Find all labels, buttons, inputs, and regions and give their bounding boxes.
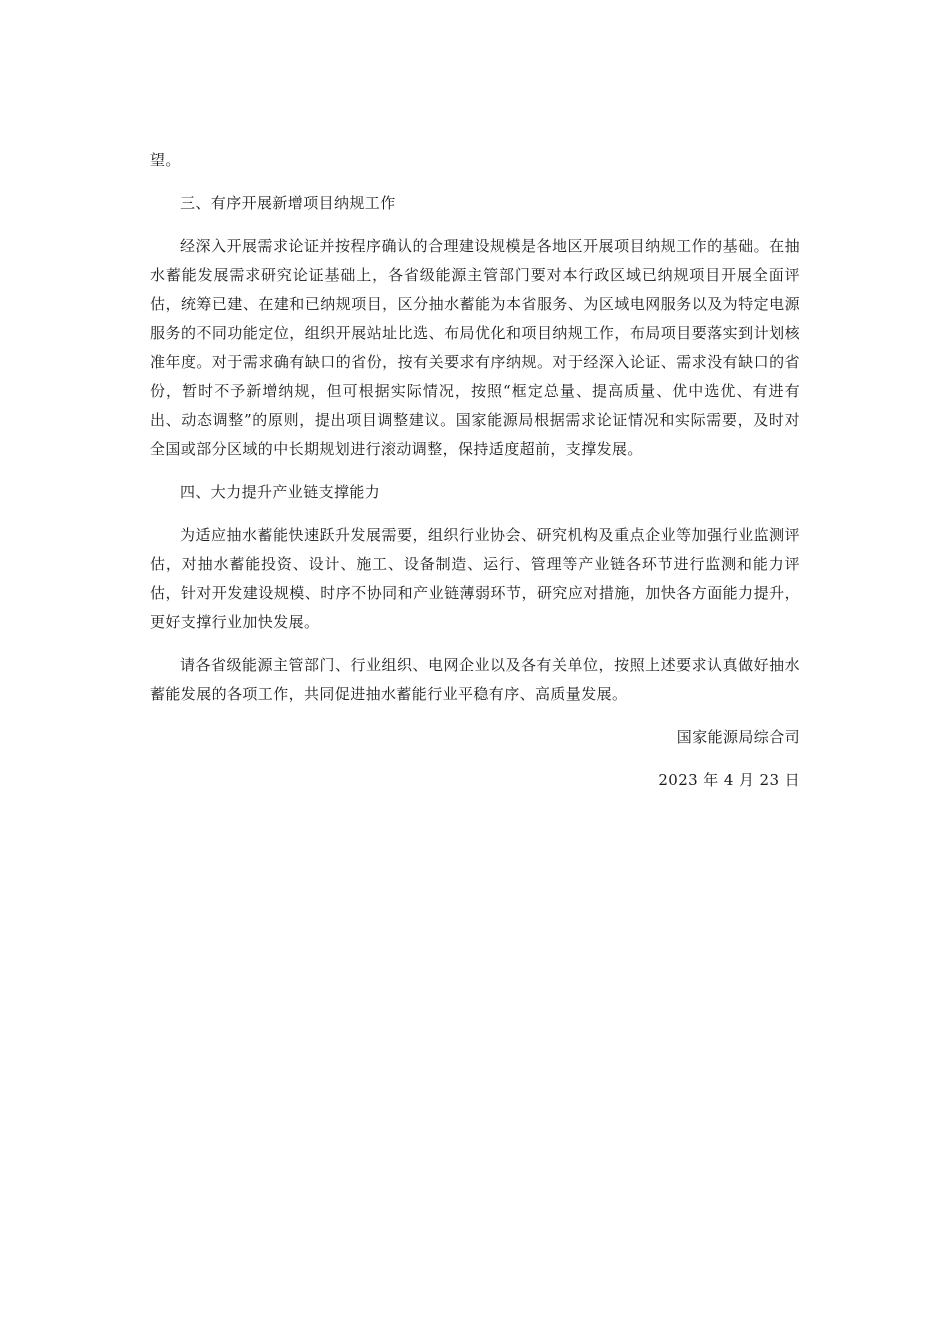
document-body bbox=[150, 146, 800, 795]
section-4-paragraph: 为适应抽水蓄能快速跃升发展需要，组织行业协会、研究机构及重点企业等加强行业监测评估，对抽水蓄能投资、设计、施工、设备制造、运行、管理等产业链各环节进行监测和能力评估，针对开发建设规模、时序不协同和产业链薄弱环节，研究应对措施，加快各方面能力提升，更好支撑行业加快发展。 bbox=[150, 526, 800, 631]
continuation-paragraph: 望。 bbox=[150, 151, 181, 169]
signature-issuer: 国家能源局综合司 bbox=[676, 728, 800, 746]
section-3-paragraph: 经深入开展需求论证并按程序确认的合理建设规模是各地区开展项目纳规工作的基础。在抽水蓄能发展需求研究论证基础上，各省级能源主管部门要对本行政区域已纳规项目开展全面评估，统筹已建、在建和已纳规项目，区分抽水蓄能为本省服务、为区域电网服务以及为特定电源服务的不同功能定位，组织开展站址比选、布局优化和项目纳规工作，布局项目要落实到计划核准年度。对于需求确有缺口的省份，按有关要求有序纳规。对于经深入论证、需求没有缺口的省份，暂时不予新增纳规，但可根据实际情况，按照“框定总量、提高质量、优中选优、有进有出、动态调整”的原则，提出项目调整建议。国家能源局根据需求论证情况和实际需要，及时对全国或部分区域的中长期规划进行滚动调整，保持适度超前，支撑发展。 bbox=[150, 237, 800, 458]
closing-paragraph: 请各省级能源主管部门、行业组织、电网企业以及各有关单位，按照上述要求认真做好抽水蓄能发展的各项工作，共同促进抽水蓄能行业平稳有序、高质量发展。 bbox=[150, 656, 800, 703]
section-4-heading: 四、大力提升产业链支撑能力 bbox=[180, 483, 381, 501]
signature-date: 2023 年 4 月 23 日 bbox=[658, 771, 800, 789]
section-3-heading: 三、有序开展新增项目纳规工作 bbox=[180, 194, 396, 212]
